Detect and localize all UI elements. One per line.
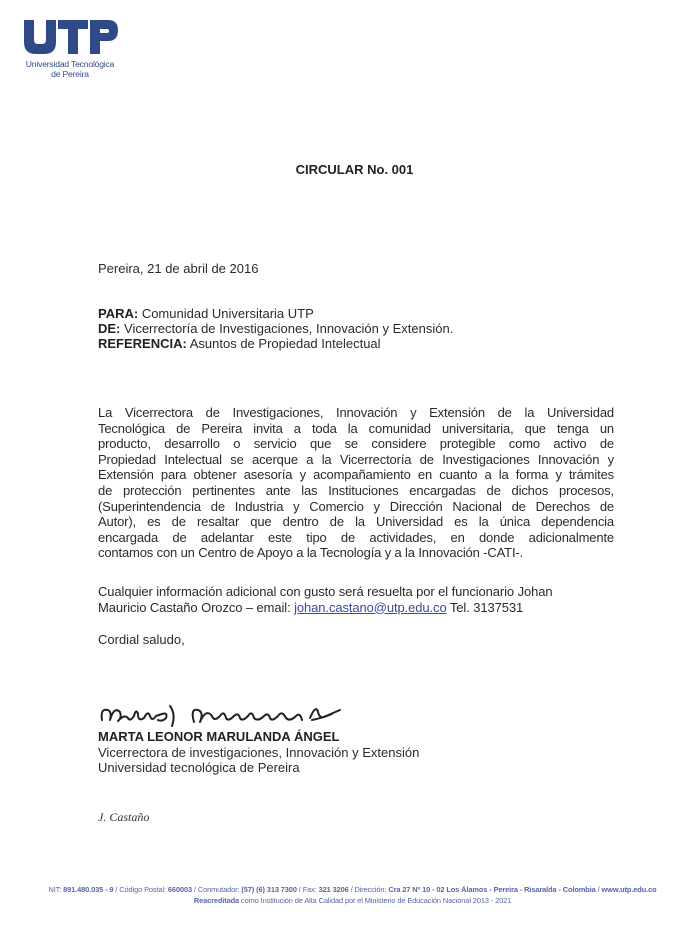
footer-phone: (57) (6) 313 7300	[241, 885, 297, 894]
footer-postal: 660003	[167, 885, 192, 894]
ref-label: REFERENCIA:	[98, 336, 187, 351]
circular-title-text: CIRCULAR No. 001	[295, 162, 414, 177]
body-line: (Superintendencia de Industria y Comercio y Dirección Nacional de Derechos de	[98, 498, 614, 514]
footer-fax-label: / Fax:	[296, 885, 319, 894]
contact-phone: Tel. 3137531	[446, 599, 524, 615]
signer-role: Vicerrectora de investigaciones, Innovación y Extensión	[98, 744, 420, 760]
footer-fax: 321 3206	[318, 885, 349, 894]
logo-caption	[22, 59, 118, 79]
footer-accred-strong: Reacreditada	[193, 896, 240, 905]
body-line: producto, desarrollo o servicio que se considere protegible como activo de	[98, 436, 614, 452]
contact-line-1: Cualquier información adicional con gusto será resuelta por el funcionario Johan	[98, 584, 553, 599]
letter-header	[98, 306, 453, 351]
page-footer	[0, 884, 689, 906]
body-line: Autor), es de resaltar que dentro de la Universidad es la única dependencia	[98, 514, 614, 530]
signer-name: MARTA LEONOR MARULANDA ÁNGEL	[98, 729, 340, 744]
logo-caption-line1: Universidad Tecnológica	[25, 59, 115, 69]
body-line: contamos con un Centro de Apoyo a la Tecnología y a la Innovación -CATI-.	[98, 545, 524, 561]
logo-caption-line2: de Pereira	[51, 69, 89, 79]
footer-address: Cra 27 Nº 10 - 02 Los Álamos - Pereira - Risaralda - Colombia	[388, 885, 596, 894]
footer-accreditation-line	[8, 895, 689, 906]
footer-web-link[interactable]: www.utp.edu.co	[601, 885, 657, 894]
letter-date: Pereira, 21 de abril de 2016	[98, 261, 259, 276]
contact-paragraph	[98, 584, 614, 615]
para-value: Comunidad Universitaria UTP	[138, 306, 314, 321]
de-label: DE:	[98, 321, 121, 336]
header-para	[98, 306, 453, 321]
header-referencia	[98, 336, 453, 351]
body-line: Tecnológica de Pereira invita a toda la comunidad universitaria, que tenga un	[98, 420, 614, 436]
footer-postal-label: / Código Postal:	[113, 885, 168, 894]
body-paragraph	[98, 405, 614, 561]
contact-name: Mauricio Castaño Orozco – email:	[98, 599, 295, 615]
footer-web-sep: /	[595, 885, 602, 894]
footer-accred-rest: como Institución de Alta Calidad por el Ministerio de Educación Nacional 2013 - 2021	[239, 896, 512, 905]
signer-block	[98, 729, 419, 776]
circular-title	[0, 162, 689, 177]
handwritten-signature	[96, 694, 356, 732]
de-value: Vicerrectoría de Investigaciones, Innovación y Extensión.	[120, 321, 454, 336]
utp-logo-icon	[22, 16, 118, 56]
header-de	[98, 321, 453, 336]
closing-salutation: Cordial saludo,	[98, 632, 185, 647]
footer-phone-label: / Conmutador:	[191, 885, 242, 894]
footer-contact-line	[8, 884, 689, 895]
ref-value: Asuntos de Propiedad Intelectual	[186, 336, 381, 351]
footer-nit: 891.480.035 - 9	[63, 885, 114, 894]
body-line: encargada de adelantar este tipo de actividades, en donde adicionalmente	[98, 529, 614, 545]
drafter-initials: J. Castaño	[98, 810, 150, 824]
body-line: La Vicerrectora de Investigaciones, Innovación y Extensión de la Universidad	[98, 405, 614, 420]
footer-nit-label: NIT:	[48, 885, 64, 894]
footer-address-label: / Dirección:	[348, 885, 389, 894]
body-line: Extensión para obtener asesoría y acompañamiento en cuanto a la forma y trámites	[98, 467, 614, 483]
signer-organization: Universidad tecnológica de Pereira	[98, 760, 300, 775]
email-link[interactable]: johan.castano@utp.edu.co	[294, 599, 447, 615]
body-line: Propiedad Intelectual se acerque a la Vicerrectoría de Investigaciones Innovación y	[98, 451, 614, 467]
contact-line-2	[98, 600, 614, 616]
utp-logo	[22, 16, 122, 82]
body-line: de protección pertinentes ante las Instituciones encargadas de dichos procesos,	[98, 482, 614, 498]
para-label: PARA:	[98, 306, 139, 321]
